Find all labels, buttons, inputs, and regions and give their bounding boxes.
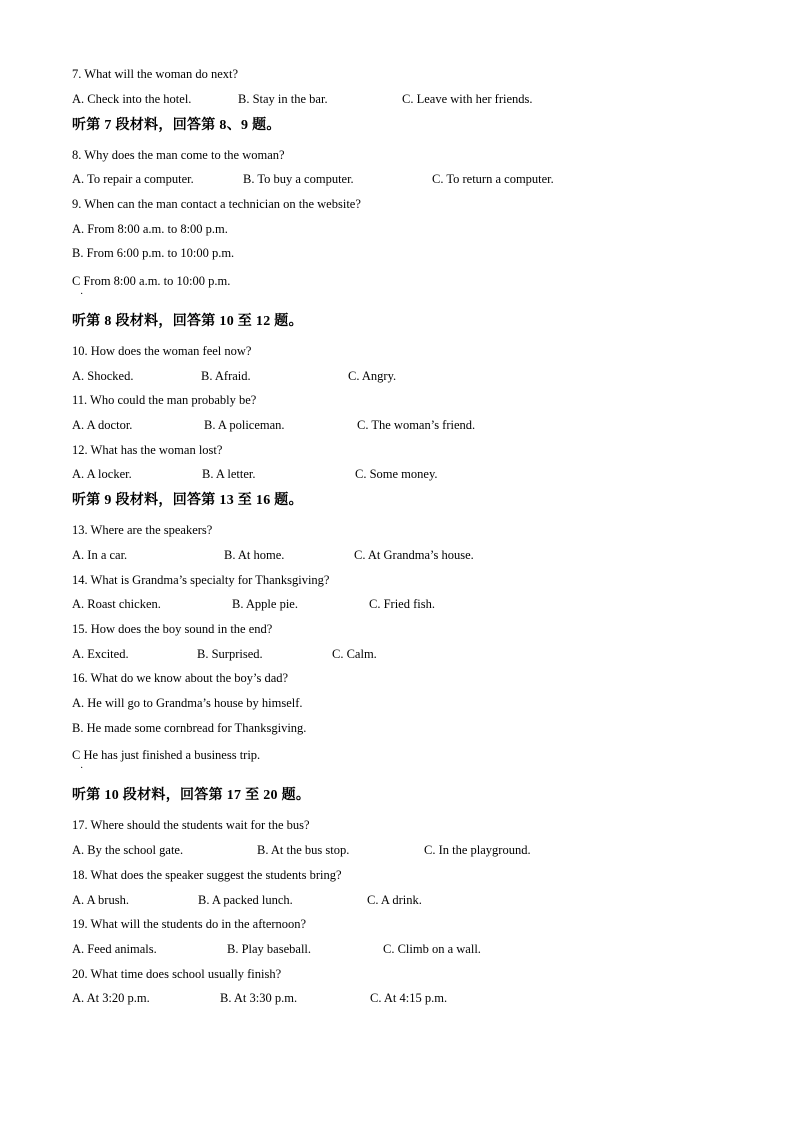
option-c: C. Leave with her friends.: [402, 92, 533, 106]
mark-dot: ·: [80, 763, 84, 774]
question-18: 18. What does the speaker suggest the students bring?: [72, 868, 342, 882]
option-b: B. Play baseball.: [227, 942, 312, 956]
option-c: C. Angry.: [348, 369, 397, 383]
option-c: C. The woman’s friend.: [357, 418, 476, 432]
option-a: A. In a car.: [72, 548, 128, 562]
option-b: B. To buy a computer.: [243, 172, 354, 186]
option-c: C. Fried fish.: [369, 597, 435, 611]
question-13: 13. Where are the speakers?: [72, 523, 213, 537]
question-9: 9. When can the man contact a technician on the website?: [72, 197, 361, 211]
option-a: A. He will go to Grandma’s house by himself.: [72, 696, 303, 710]
option-c: C He has just finished a business trip.: [72, 748, 261, 762]
option-b: B. A packed lunch.: [198, 893, 293, 907]
section-heading-8: 听第 8 段材料，回答第 10 至 12 题。: [72, 314, 303, 329]
option-a: A. At 3:20 p.m.: [72, 991, 150, 1005]
option-a: A. A locker.: [72, 467, 132, 481]
option-b: B. Surprised.: [197, 647, 263, 661]
option-a: A. Roast chicken.: [72, 597, 161, 611]
option-a: A. A brush.: [72, 893, 129, 907]
option-b: B. From 6:00 p.m. to 10:00 p.m.: [72, 246, 235, 260]
option-b: B. A policeman.: [204, 418, 285, 432]
question-20: 20. What time does school usually finish?: [72, 967, 282, 981]
section-heading-9: 听第 9 段材料，回答第 13 至 16 题。: [72, 493, 303, 508]
option-c: C. Calm.: [332, 647, 377, 661]
question-10: 10. How does the woman feel now?: [72, 344, 252, 358]
option-c: C. Some money.: [355, 467, 438, 481]
option-c: C. A drink.: [367, 893, 422, 907]
option-a: A. Shocked.: [72, 369, 134, 383]
option-b: B. A letter.: [202, 467, 256, 481]
question-14: 14. What is Grandma’s specialty for Thanksgiving?: [72, 573, 330, 587]
option-c: C. In the playground.: [424, 843, 531, 857]
option-c: C. At 4:15 p.m.: [370, 991, 448, 1005]
question-17: 17. Where should the students wait for the bus?: [72, 818, 310, 832]
option-a: A. From 8:00 a.m. to 8:00 p.m.: [72, 222, 228, 236]
question-7: 7. What will the woman do next?: [72, 67, 239, 81]
section-heading-10: 听第 10 段材料，回答第 17 至 20 题。: [72, 788, 311, 803]
option-b: B. Apple pie.: [232, 597, 298, 611]
option-b: B. At home.: [224, 548, 285, 562]
question-8: 8. Why does the man come to the woman?: [72, 148, 285, 162]
option-a: A. To repair a computer.: [72, 172, 194, 186]
option-c: C. Climb on a wall.: [383, 942, 481, 956]
question-12: 12. What has the woman lost?: [72, 443, 223, 457]
option-b: B. At 3:30 p.m.: [220, 991, 298, 1005]
option-a: A. By the school gate.: [72, 843, 184, 857]
option-a: A. Check into the hotel.: [72, 92, 192, 106]
option-a: A. Excited.: [72, 647, 129, 661]
option-a: A. A doctor.: [72, 418, 133, 432]
section-heading-7: 听第 7 段材料，回答第 8、9 题。: [72, 118, 281, 133]
question-11: 11. Who could the man probably be?: [72, 393, 257, 407]
option-c: C. At Grandma’s house.: [354, 548, 474, 562]
mark-dot: ·: [80, 289, 84, 300]
option-c: C. To return a computer.: [432, 172, 554, 186]
question-19: 19. What will the students do in the afternoon?: [72, 917, 307, 931]
option-b: B. Stay in the bar.: [238, 92, 328, 106]
option-b: B. He made some cornbread for Thanksgiving.: [72, 721, 307, 735]
question-16: 16. What do we know about the boy’s dad?: [72, 671, 289, 685]
question-15: 15. How does the boy sound in the end?: [72, 622, 273, 636]
option-b: B. At the bus stop.: [257, 843, 350, 857]
option-b: B. Afraid.: [201, 369, 251, 383]
option-c: C From 8:00 a.m. to 10:00 p.m.: [72, 274, 231, 288]
option-a: A. Feed animals.: [72, 942, 157, 956]
